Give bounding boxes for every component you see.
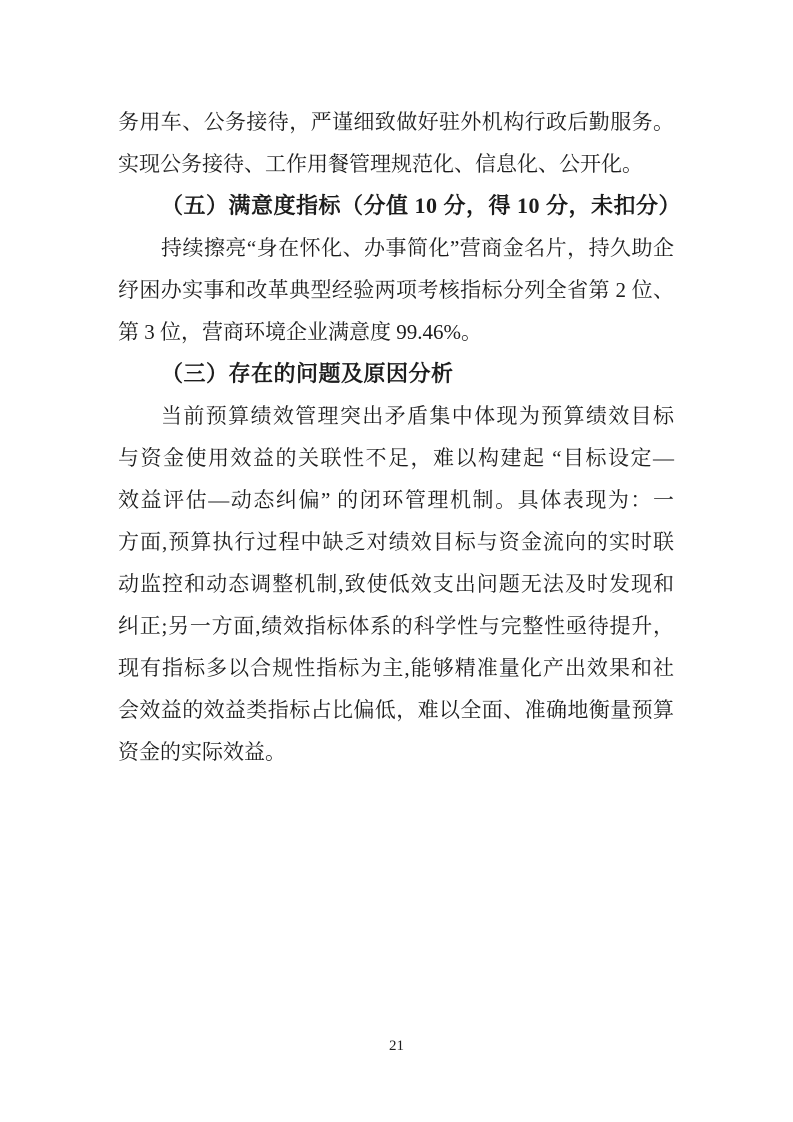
section-heading-satisfaction: （五）满意度指标（分值 10 分，得 10 分，未扣分）: [161, 193, 682, 218]
page-number: 21: [389, 1038, 404, 1054]
body-line: 纠正;另一方面,绩效指标体系的科学性与完整性亟待提升，: [118, 614, 674, 638]
body-line: 与资金使用效益的关联性不足，难以构建起 “目标设定—: [118, 446, 674, 470]
body-line: 第 3 位，营商环境企业满意度 99.46%。: [118, 320, 482, 344]
body-line: 资金的实际效益。: [118, 740, 286, 764]
body-line: 持续擦亮“身在怀化、办事简化”营商金名片，持久助企: [161, 236, 674, 260]
body-line: 当前预算绩效管理突出矛盾集中体现为预算绩效目标: [161, 404, 674, 428]
section-heading-problems: （三）存在的问题及原因分析: [161, 361, 454, 386]
body-line: 效益评估—动态纠偏” 的闭环管理机制。具体表现为：一: [118, 488, 674, 512]
body-line: 现有指标多以合规性指标为主,能够精准量化产出效果和社: [118, 656, 674, 680]
body-line: 会效益的效益类指标占比偏低，难以全面、准确地衡量预算: [118, 698, 674, 722]
document-body: [118, 101, 682, 773]
body-line: 纾困办实事和改革典型经验两项考核指标分列全省第 2 位、: [118, 278, 674, 302]
body-line: 方面,预算执行过程中缺乏对绩效目标与资金流向的实时联: [118, 530, 674, 554]
body-line: 实现公务接待、工作用餐管理规范化、信息化、公开化。: [118, 152, 643, 176]
body-line: 动监控和动态调整机制,致使低效支出问题无法及时发现和: [118, 572, 674, 596]
body-line: 务用车、公务接待，严谨细致做好驻外机构行政后勤服务。: [118, 110, 674, 134]
page-footer: [0, 1036, 793, 1056]
